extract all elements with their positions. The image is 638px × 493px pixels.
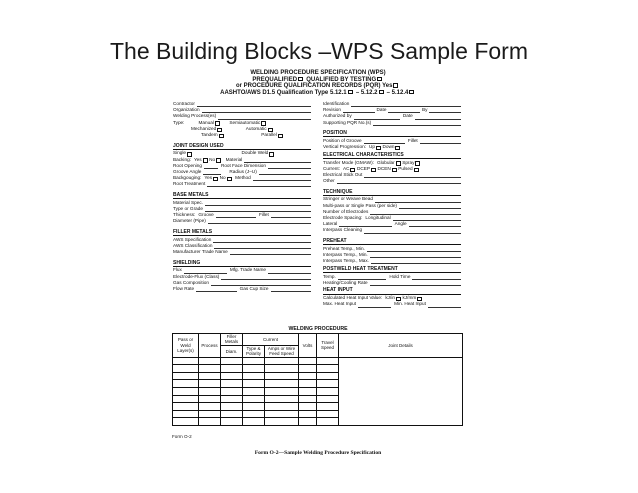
calc-heat-input-row: Calculated Heat Input Value: kJ/in kJ/mm — [323, 295, 461, 301]
qual-5-12-4-checkbox — [409, 90, 414, 94]
joint-design-heading: JOINT DESIGN USED — [173, 143, 311, 150]
form-number: Form O-2 — [172, 434, 192, 439]
col-diam: Diam. — [221, 345, 243, 357]
supporting-pqr-field: Supporting PQR No.(s) — [323, 120, 461, 126]
trade-name-field: Manufacturer Trade Name — [173, 249, 311, 255]
interpass-min-field: Interpass Temp., Min. — [323, 252, 461, 258]
wps-sample-form — [170, 70, 466, 462]
col-volts: Volts — [299, 334, 317, 358]
flow-rate-row: Flow Rate Gas Cup Size — [173, 286, 311, 292]
col-joint-details: Joint Details — [339, 334, 463, 358]
aws-spec-field: AWS Specification — [173, 237, 311, 243]
vertical-progression-row: Vertical Progression: Up Down — [323, 144, 461, 150]
type-row: Type: Manual Semiautomatic — [173, 120, 311, 126]
form-caption: Form O-2—Sample Welding Procedure Specification — [254, 450, 382, 456]
electrode-flux-field: Electrode-Flux (Class) — [173, 274, 311, 280]
backing-row: Backing: Yes No Material — [173, 157, 311, 163]
revision-row: Revision Date By — [323, 107, 461, 113]
single-double-row: Single Double Weld — [173, 150, 311, 156]
shielding-heading: SHIELDING — [173, 260, 311, 267]
other-field: Other — [323, 178, 461, 184]
position-heading: POSITION — [323, 130, 461, 137]
form-header-line2: PREQUALIFIED QUALIFIED BY TESTING — [170, 77, 466, 84]
form-right-column — [323, 101, 461, 308]
gas-composition-field: Gas Composition — [173, 280, 311, 286]
diameter-field: Diameter (Pipe) — [173, 218, 311, 224]
form-header-line4: AASHTO/AWS D1.5 Qualification Type 5.12.1 – 5.12.2 – 5.12.4 — [170, 90, 466, 97]
heating-cooling-field: Heating/Cooling Rate — [323, 280, 461, 286]
form-title: WELDING PROCEDURE SPECIFICATION (WPS) — [250, 70, 386, 76]
welding-procedure-table — [172, 333, 463, 426]
identification-field: Identification — [323, 101, 461, 107]
thickness-row: Thickness: Groove Fillet — [173, 212, 311, 218]
type-or-grade-field: Type or Grade — [173, 206, 311, 212]
flux-row: Flux Mfg. Trade Name — [173, 267, 311, 273]
num-electrodes-field: Number of Electrodes — [323, 209, 461, 215]
table-row — [173, 357, 463, 365]
preheat-heading: PREHEAT — [323, 238, 461, 245]
filler-metals-heading: FILLER METALS — [173, 229, 311, 236]
temp-row: Temp. Hold Time — [323, 274, 461, 280]
col-amps-feed: Amps or Wire Feed Speed — [265, 345, 299, 357]
transfer-mode-row: Transfer Mode (GMAW): Globular Spray — [323, 160, 461, 166]
interpass-cleaning-field: Interpass Cleaning — [323, 227, 461, 233]
technique-heading: TECHNIQUE — [323, 189, 461, 196]
col-travel-speed: Travel Speed — [317, 334, 339, 358]
col-current: Current — [243, 334, 299, 346]
current-row: Current: AC DCEP DCEN Pulsed — [323, 166, 461, 172]
max-min-heat-row: Max. Heat Input Min. Heat Input — [323, 301, 461, 307]
groove-angle-row: Groove Angle Radius (J–U) — [173, 169, 311, 175]
base-metals-heading: BASE METALS — [173, 192, 311, 199]
material-spec-field: Material Spec. — [173, 200, 311, 206]
heat-input-heading: HEAT INPUT — [323, 287, 461, 294]
welding-procedure-title: WELDING PROCEDURE — [288, 326, 348, 332]
backgouging-row: Backgouging: Yes No Method — [173, 175, 311, 181]
pqr-yes-checkbox — [393, 83, 398, 87]
organization-field: Organization — [173, 107, 311, 113]
qual-5-12-2-checkbox — [379, 90, 384, 94]
preheat-temp-field: Preheat Temp., Min. — [323, 246, 461, 252]
form-left-column — [173, 101, 311, 292]
electrode-spacing-row: Electrode Spacing: Longitudinal — [323, 215, 461, 221]
type-row-3: Tandem Parallel — [173, 132, 311, 138]
root-treatment-row: Root Treatment — [173, 181, 311, 187]
qualified-by-testing-checkbox — [377, 77, 382, 81]
lateral-row: Lateral Angle — [323, 221, 461, 227]
col-type-polarity: Type & Polarity — [243, 345, 265, 357]
pwht-heading: POSTWELD HEAT TREATMENT — [323, 266, 461, 273]
type-row-2: Mechanized Automatic — [173, 126, 311, 132]
col-filler-metals: Filler Metals — [221, 334, 243, 346]
slide-title: The Building Blocks –WPS Sample Form — [110, 38, 528, 64]
authorized-row: Authorized by Date — [323, 113, 461, 119]
interpass-max-field: Interpass Temp., Max. — [323, 258, 461, 264]
qual-5-12-1-checkbox — [348, 90, 353, 94]
electrical-heading: ELECTRICAL CHARACTERISTICS — [323, 152, 461, 159]
multipass-field: Multi-pass or Single Pass (per side) — [323, 203, 461, 209]
root-opening-row: Root Opening Root Face Dimension — [173, 163, 311, 169]
col-pass-or-weld: Pass or Weld Layer(s) — [173, 334, 199, 358]
stick-out-field: Electrical Stick Out — [323, 172, 461, 178]
joint-details-cell — [339, 357, 463, 425]
stringer-field: Stringer or Weave Bead — [323, 196, 461, 202]
prequalified-checkbox — [298, 77, 303, 81]
form-header-line3: or PROCEDURE QUALIFICATION RECORDS (PQR) Yes — [170, 83, 466, 90]
position-groove-row: Position of Groove Fillet — [323, 138, 461, 144]
contractor-field: Contractor — [173, 101, 311, 107]
welding-process-field: Welding Process(es) — [173, 113, 311, 119]
col-process: Process — [199, 334, 221, 358]
aws-class-field: AWS Classification — [173, 243, 311, 249]
